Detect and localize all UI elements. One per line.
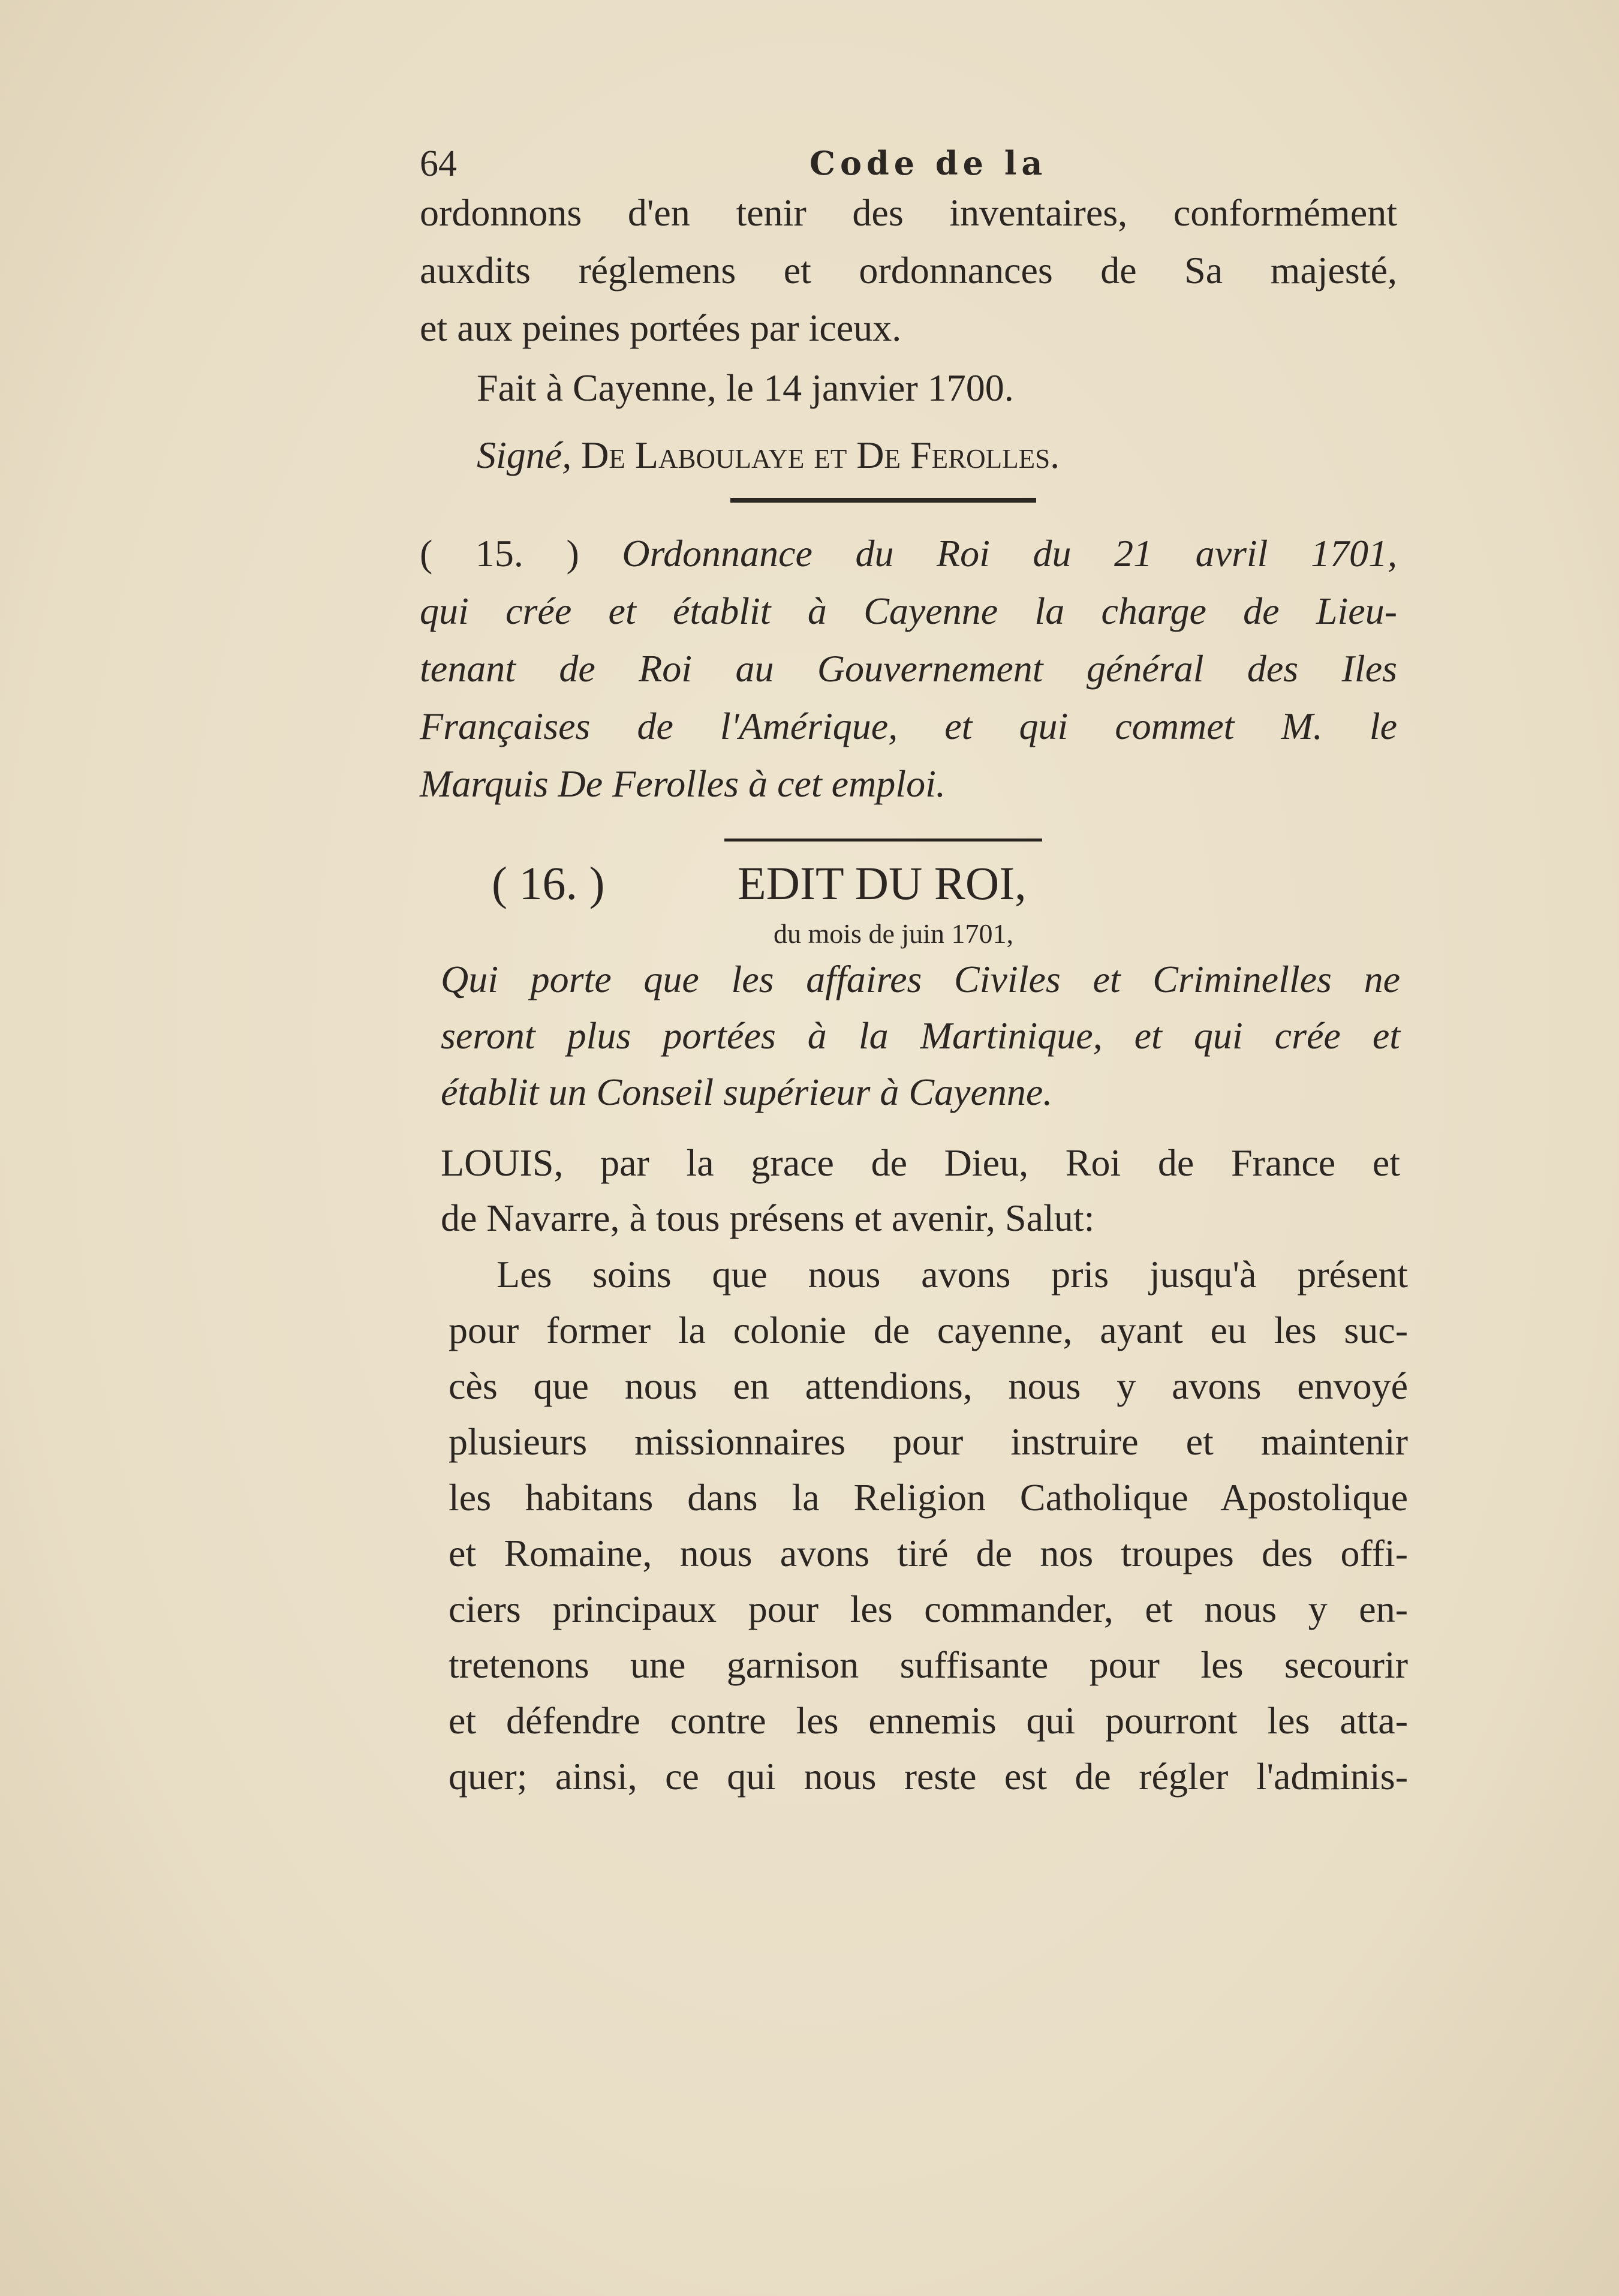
signature-names: De Laboulaye et De Ferolles. <box>581 434 1060 476</box>
entry-15-line <box>420 531 1397 589</box>
preamble <box>441 1141 1400 1251</box>
entry-16-title: EDIT DU ROI, <box>738 857 1027 909</box>
text-line: ordonnons d'en tenir des inventaires, conformément <box>420 191 1397 234</box>
entry-15-line: tenant de Roi au Gouvernement général des Iles <box>420 647 1397 690</box>
entry-15-number: ( 15. ) <box>420 532 579 575</box>
entry-16-number: ( 16. ) <box>492 857 605 909</box>
entry-16-summary <box>441 957 1400 1126</box>
body-line: Les soins que nous avons pris jusqu'à présent <box>496 1253 1408 1296</box>
body-line: et Romaine, nous avons tiré de nos troupes des offi- <box>449 1532 1408 1574</box>
summary-line: seront plus portées à la Martinique, et qui crée et <box>441 1014 1400 1057</box>
body-line: les habitans dans la Religion Catholique Apostolique <box>449 1476 1408 1519</box>
entry-15 <box>420 531 1397 819</box>
entry-15-line: qui crée et établit à Cayenne la charge de Lieu- <box>420 590 1397 632</box>
closing-paragraph <box>420 191 1397 363</box>
signature-line <box>477 433 1376 477</box>
entry-15-line: Françaises de l'Amérique, et qui commet M. le <box>420 705 1397 747</box>
date-line: Fait à Cayenne, le 14 janvier 1700. <box>477 366 1014 409</box>
body-line: tretenons une garnison suffisante pour les secourir <box>449 1643 1408 1686</box>
body-line: et défendre contre les ennemis qui pourront les atta- <box>449 1699 1408 1742</box>
body-line: cès que nous en attendions, nous y avons envoyé <box>449 1365 1408 1407</box>
body-line: pour former la colonie de cayenne, ayant eu les suc- <box>449 1309 1408 1351</box>
text-line: et aux peines portées par iceux. <box>420 306 902 349</box>
body-line: quer; ainsi, ce qui nous reste est de régler l'adminis- <box>449 1755 1408 1798</box>
summary-line: établit un Conseil supérieur à Cayenne. <box>441 1071 1053 1113</box>
entry-15-title: Ordonnance du Roi du 21 avril 1701, <box>622 532 1397 575</box>
body-line: ciers principaux pour les commander, et nous y en- <box>449 1588 1408 1630</box>
page-number: 64 <box>420 143 457 184</box>
section-divider <box>730 498 1036 503</box>
entry-15-line: Marquis De Ferolles à cet emploi. <box>420 762 946 805</box>
text-line: auxdits réglemens et ordonnances de Sa majesté, <box>420 249 1397 291</box>
summary-line: Qui porte que les affaires Civiles et Criminelles ne <box>441 958 1400 1000</box>
signature-label: Signé, <box>477 434 572 476</box>
preamble-line: de Navarre, à tous présens et avenir, Salut: <box>441 1197 1095 1239</box>
edict-body <box>449 1252 1408 1810</box>
entry-16-date: du mois de juin 1701, <box>774 918 1013 949</box>
body-line: plusieurs missionnaires pour instruire et maintenir <box>449 1420 1408 1463</box>
running-head: Code de la <box>810 144 1048 182</box>
section-divider <box>724 839 1042 842</box>
preamble-line: LOUIS, par la grace de Dieu, Roi de France et <box>441 1141 1400 1184</box>
